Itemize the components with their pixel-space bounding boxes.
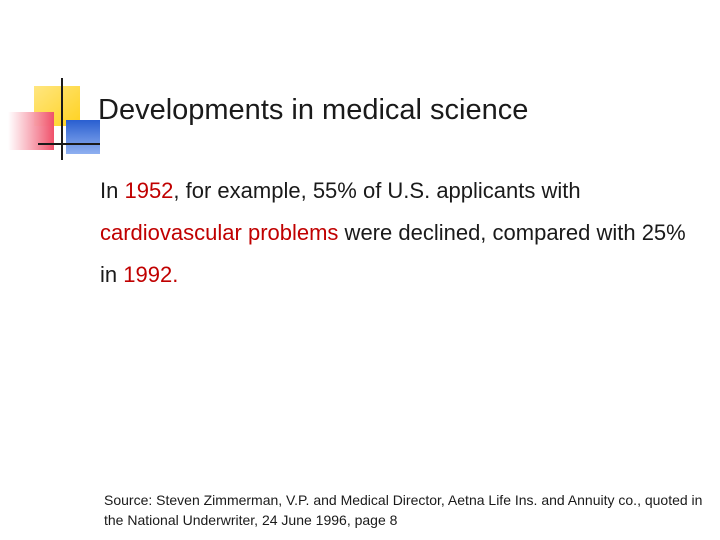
body-paragraph <box>100 170 700 296</box>
body-text-part: were declined, compared with 25% in <box>100 220 686 287</box>
slide-title: Developments in medical science <box>98 94 529 126</box>
highlight-cardiovascular: cardiovascular problems <box>100 220 339 245</box>
body-text-part: , for example, 55% of U.S. applicants with <box>173 178 581 203</box>
body-text-part: In <box>100 178 125 203</box>
source-citation: Source: Steven Zimmerman, V.P. and Medical Director, Aetna Life Ins. and Annuity co., quoted in the National Underwriter, 24 June 1996, page 8 <box>104 492 703 528</box>
highlight-year-1952: 1952 <box>124 178 174 203</box>
highlight-year-1992: 1992. <box>123 262 179 287</box>
decorative-squares <box>0 0 100 170</box>
blue-square <box>66 120 100 154</box>
